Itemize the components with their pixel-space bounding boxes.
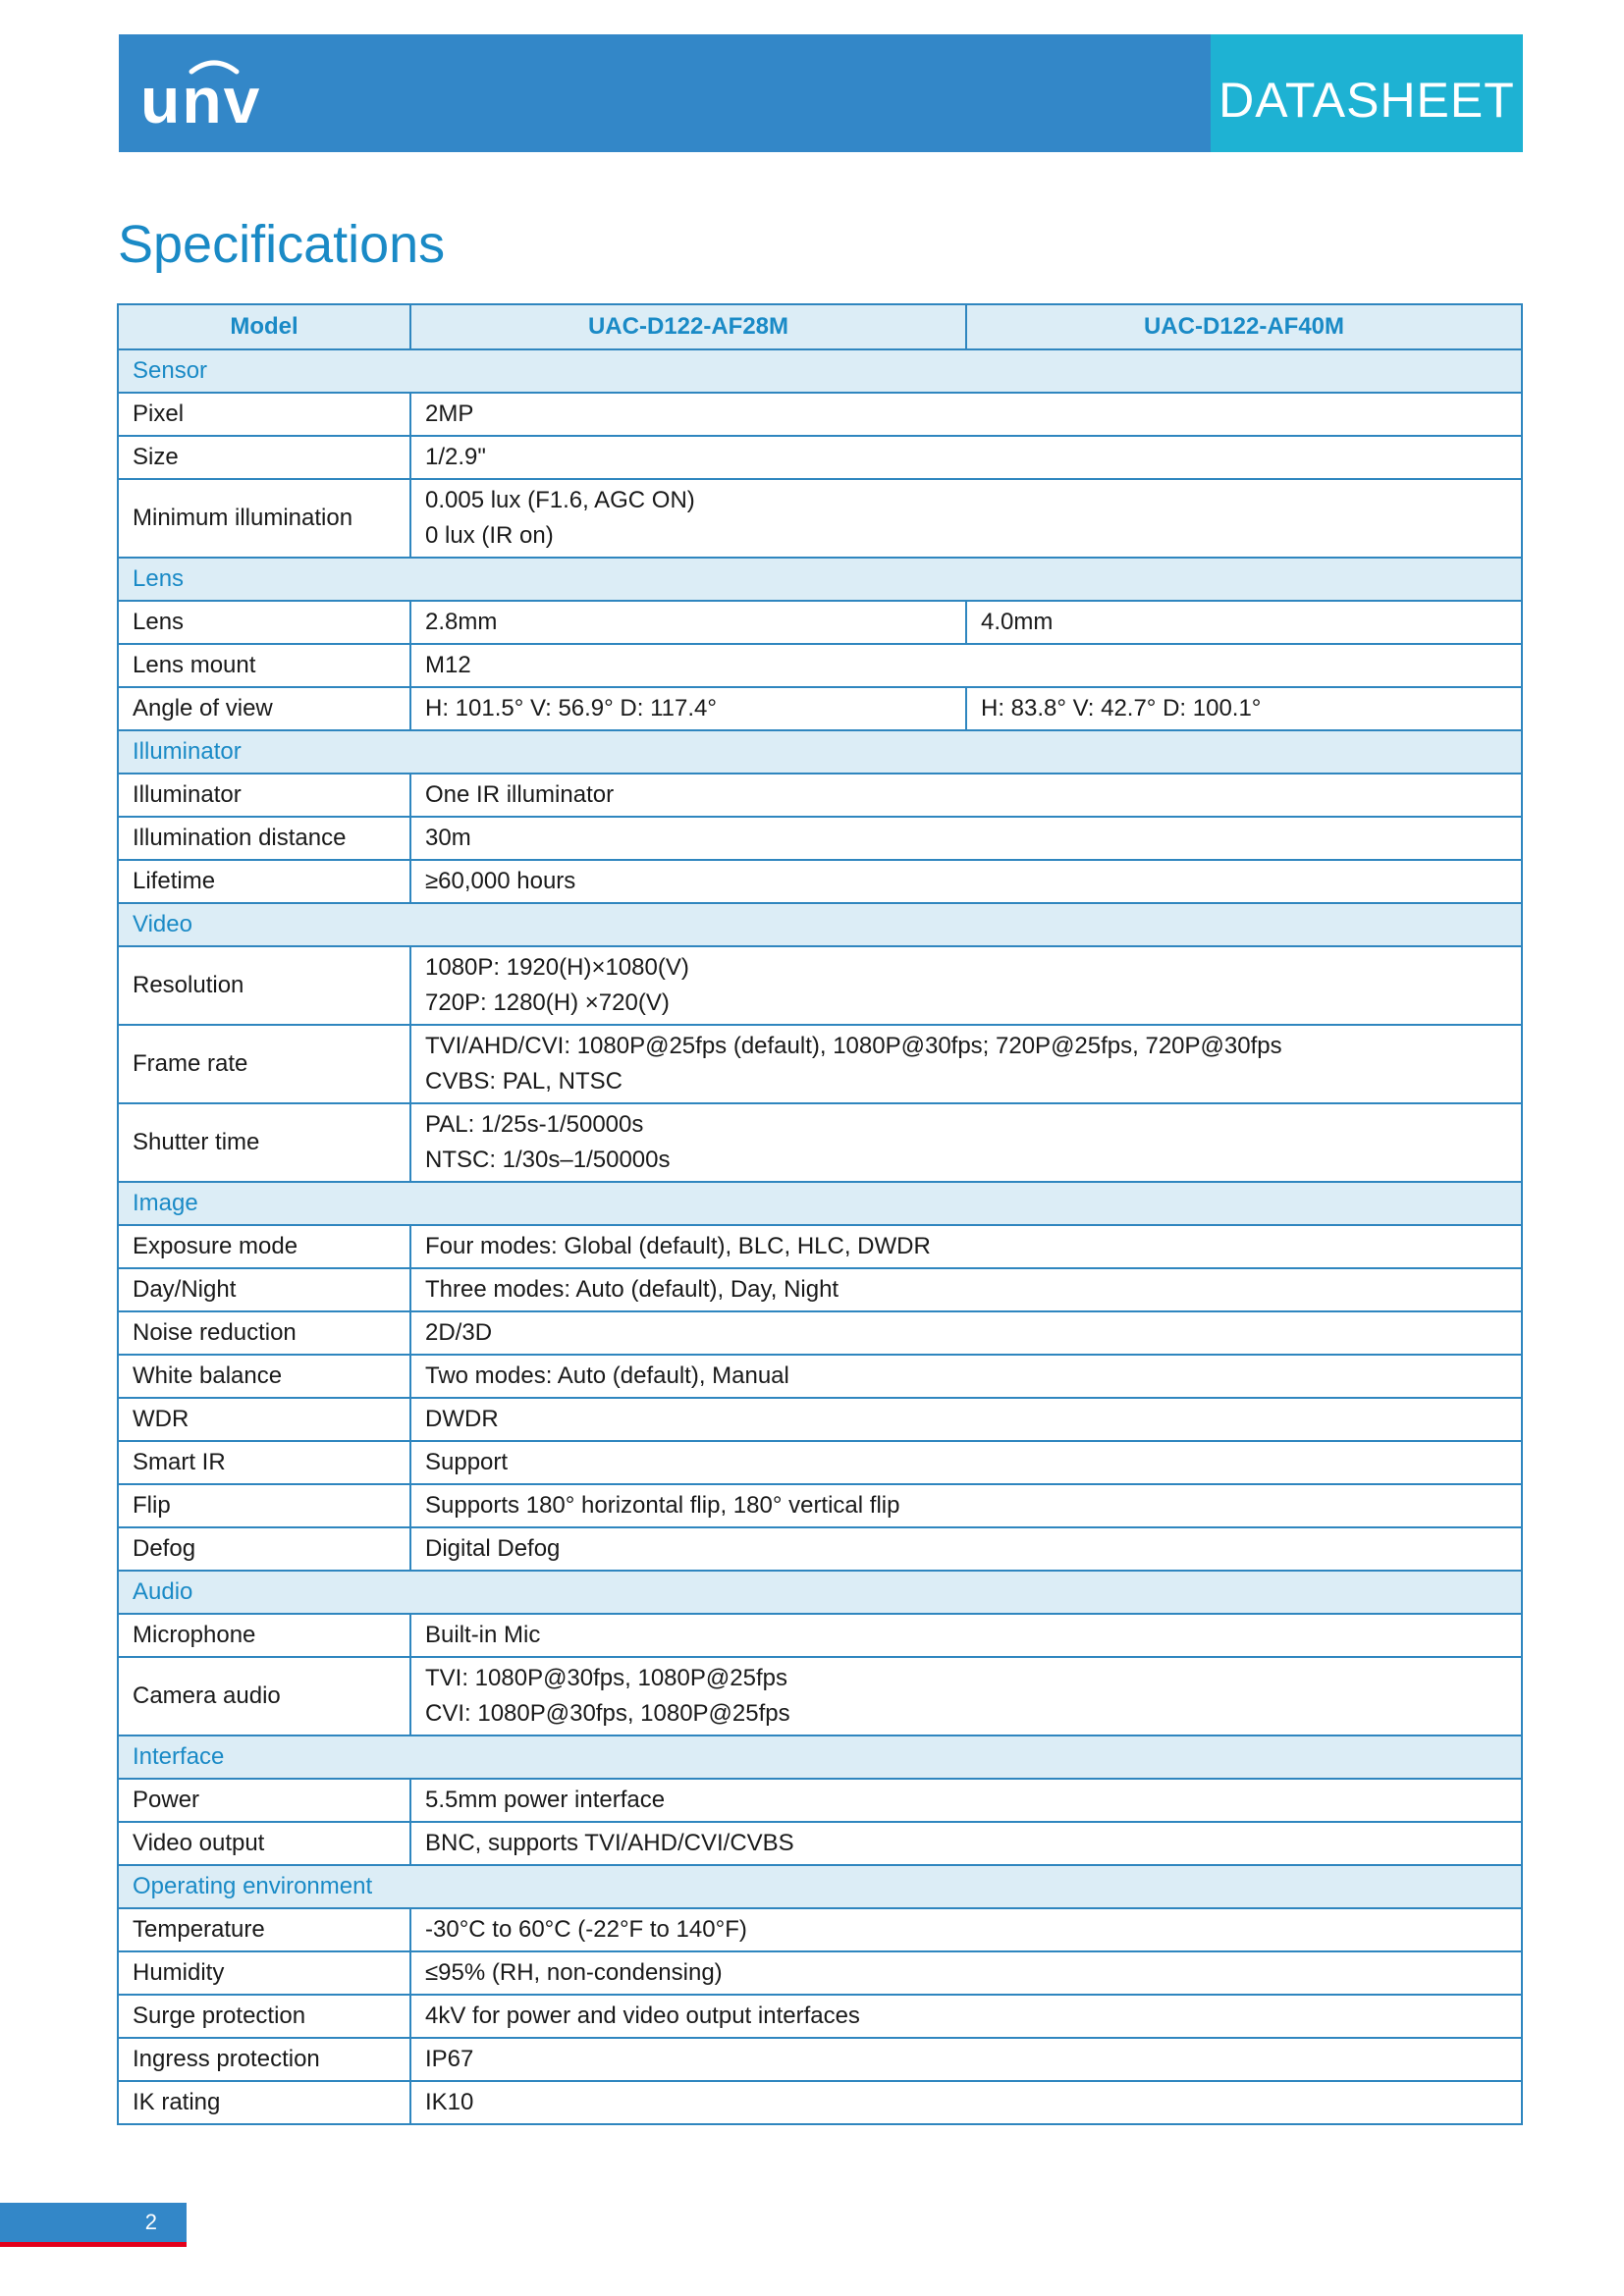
spec-value-line: 2D/3D (425, 1319, 493, 1346)
table-row (118, 601, 1522, 644)
datasheet-tag: DATASHEET (1211, 34, 1523, 152)
spec-value (410, 1268, 1522, 1311)
spec-label: Lens mount (118, 644, 410, 687)
spec-value (410, 1779, 1522, 1822)
spec-label: Day/Night (118, 1268, 410, 1311)
spec-label: Microphone (118, 1614, 410, 1657)
table-row (118, 644, 1522, 687)
section-title: Lens (118, 558, 1522, 601)
table-row (118, 1951, 1522, 1995)
spec-value-line: 4kV for power and video output interfaces (425, 2002, 860, 2029)
spec-value-line: One IR illuminator (425, 781, 615, 808)
spec-label: WDR (118, 1398, 410, 1441)
spec-value-line: IK10 (425, 2089, 474, 2115)
spec-value: 2.8mm (410, 601, 966, 644)
spec-value-line: 0.005 lux (F1.6, AGC ON) (425, 487, 695, 513)
section-title: Operating environment (118, 1865, 1522, 1908)
table-row (118, 1484, 1522, 1527)
table-row (118, 436, 1522, 479)
table-row (118, 1025, 1522, 1103)
section-header-row (118, 1571, 1522, 1614)
section-title: Audio (118, 1571, 1522, 1614)
column-header-model: Model (118, 304, 410, 349)
spec-label: Pixel (118, 393, 410, 436)
spec-label: White balance (118, 1355, 410, 1398)
spec-value (410, 774, 1522, 817)
spec-label: Camera audio (118, 1657, 410, 1735)
spec-value-line: 0 lux (IR on) (425, 522, 554, 549)
spec-label: Shutter time (118, 1103, 410, 1182)
spec-value-line: Digital Defog (425, 1535, 561, 1562)
table-row (118, 1225, 1522, 1268)
spec-value (410, 1311, 1522, 1355)
spec-value (410, 1103, 1522, 1182)
table-row (118, 860, 1522, 903)
spec-label: Temperature (118, 1908, 410, 1951)
spec-value-line: Two modes: Auto (default), Manual (425, 1362, 789, 1389)
spec-label: Frame rate (118, 1025, 410, 1103)
page-number: 2 (0, 2203, 187, 2242)
table-row (118, 1527, 1522, 1571)
section-header-row (118, 730, 1522, 774)
spec-value (410, 2038, 1522, 2081)
spec-value: 4.0mm (966, 601, 1522, 644)
spec-label: Power (118, 1779, 410, 1822)
spec-value (410, 1355, 1522, 1398)
table-row (118, 1398, 1522, 1441)
section-header-row (118, 349, 1522, 393)
spec-value (410, 1025, 1522, 1103)
section-title: Video (118, 903, 1522, 946)
spec-value-line: Supports 180° horizontal flip, 180° vertical flip (425, 1492, 900, 1519)
spec-value-line: 30m (425, 825, 471, 851)
spec-value-line: 720P: 1280(H) ×720(V) (425, 989, 670, 1016)
spec-value (410, 1657, 1522, 1735)
spec-value (410, 1951, 1522, 1995)
column-header-af40m: UAC-D122-AF40M (966, 304, 1522, 349)
spec-value-line: Built-in Mic (425, 1622, 541, 1648)
spec-value-line: TVI: 1080P@30fps, 1080P@25fps (425, 1665, 787, 1691)
spec-label: Exposure mode (118, 1225, 410, 1268)
table-row (118, 817, 1522, 860)
spec-value-line: CVBS: PAL, NTSC (425, 1068, 623, 1095)
section-title: Sensor (118, 349, 1522, 393)
spec-value: H: 101.5° V: 56.9° D: 117.4° (410, 687, 966, 730)
spec-value (410, 393, 1522, 436)
specifications-body (118, 349, 1522, 2124)
table-row (118, 1657, 1522, 1735)
table-header-row (118, 304, 1522, 349)
spec-value-line: 1/2.9" (425, 444, 486, 470)
spec-value-line: ≥60,000 hours (425, 868, 576, 894)
spec-value (410, 1225, 1522, 1268)
spec-value (410, 860, 1522, 903)
spec-value (410, 436, 1522, 479)
table-row (118, 1995, 1522, 2038)
spec-value-line: PAL: 1/25s-1/50000s (425, 1111, 644, 1138)
table-row (118, 2038, 1522, 2081)
spec-label: IK rating (118, 2081, 410, 2124)
spec-value-line: NTSC: 1/30s–1/50000s (425, 1147, 671, 1173)
table-row (118, 1779, 1522, 1822)
spec-value (410, 1398, 1522, 1441)
table-row (118, 1614, 1522, 1657)
svg-text:unv: unv (140, 64, 262, 135)
spec-label: Ingress protection (118, 2038, 410, 2081)
specifications-table (117, 303, 1523, 2125)
spec-value (410, 1995, 1522, 2038)
spec-value-line: Three modes: Auto (default), Day, Night (425, 1276, 839, 1303)
spec-label: Lens (118, 601, 410, 644)
spec-value-line: 2MP (425, 400, 474, 427)
table-row (118, 1441, 1522, 1484)
unv-logo (140, 52, 288, 135)
section-header-row (118, 558, 1522, 601)
spec-value-line: TVI/AHD/CVI: 1080P@25fps (default), 1080P@30fps; 720P@25fps, 720P@30fps (425, 1033, 1282, 1059)
spec-value: H: 83.8° V: 42.7° D: 100.1° (966, 687, 1522, 730)
spec-label: Surge protection (118, 1995, 410, 2038)
table-row (118, 1311, 1522, 1355)
table-row (118, 687, 1522, 730)
spec-value (410, 479, 1522, 558)
spec-value-line: CVI: 1080P@30fps, 1080P@25fps (425, 1700, 790, 1727)
spec-label: Humidity (118, 1951, 410, 1995)
spec-label: Defog (118, 1527, 410, 1571)
table-row (118, 1822, 1522, 1865)
spec-value-line: Support (425, 1449, 509, 1475)
header-banner (119, 34, 1523, 152)
spec-value (410, 1441, 1522, 1484)
section-header-row (118, 1182, 1522, 1225)
spec-value (410, 1822, 1522, 1865)
spec-label: Illuminator (118, 774, 410, 817)
spec-value (410, 1908, 1522, 1951)
section-title: Illuminator (118, 730, 1522, 774)
section-header-row (118, 1865, 1522, 1908)
spec-value (410, 946, 1522, 1025)
table-row (118, 946, 1522, 1025)
spec-label: Angle of view (118, 687, 410, 730)
spec-value-line: 5.5mm power interface (425, 1787, 666, 1813)
column-header-af28m: UAC-D122-AF28M (410, 304, 966, 349)
spec-value (410, 1527, 1522, 1571)
page-title: Specifications (118, 215, 446, 274)
spec-value-line: ≤95% (RH, non-condensing) (425, 1959, 723, 1986)
section-title: Image (118, 1182, 1522, 1225)
spec-label: Resolution (118, 946, 410, 1025)
spec-label: Smart IR (118, 1441, 410, 1484)
section-header-row (118, 903, 1522, 946)
spec-value-line: M12 (425, 652, 471, 678)
spec-label: Noise reduction (118, 1311, 410, 1355)
table-row (118, 1268, 1522, 1311)
section-header-row (118, 1735, 1522, 1779)
spec-value (410, 644, 1522, 687)
spec-value (410, 817, 1522, 860)
spec-value-line: IP67 (425, 2046, 474, 2072)
table-row (118, 479, 1522, 558)
table-row (118, 1103, 1522, 1182)
spec-value-line: 1080P: 1920(H)×1080(V) (425, 954, 689, 981)
spec-value-line: DWDR (425, 1406, 499, 1432)
spec-label: Video output (118, 1822, 410, 1865)
table-row (118, 774, 1522, 817)
spec-value (410, 1484, 1522, 1527)
spec-label: Flip (118, 1484, 410, 1527)
footer-accent-line (0, 2242, 187, 2247)
table-row (118, 2081, 1522, 2124)
spec-value (410, 1614, 1522, 1657)
spec-value-line: BNC, supports TVI/AHD/CVI/CVBS (425, 1830, 794, 1856)
spec-value-line: Four modes: Global (default), BLC, HLC, DWDR (425, 1233, 931, 1259)
spec-label: Minimum illumination (118, 479, 410, 558)
table-row (118, 1908, 1522, 1951)
spec-label: Size (118, 436, 410, 479)
table-row (118, 1355, 1522, 1398)
spec-value-line: -30°C to 60°C (-22°F to 140°F) (425, 1916, 747, 1943)
table-row (118, 393, 1522, 436)
spec-value (410, 2081, 1522, 2124)
section-title: Interface (118, 1735, 1522, 1779)
spec-label: Lifetime (118, 860, 410, 903)
spec-label: Illumination distance (118, 817, 410, 860)
